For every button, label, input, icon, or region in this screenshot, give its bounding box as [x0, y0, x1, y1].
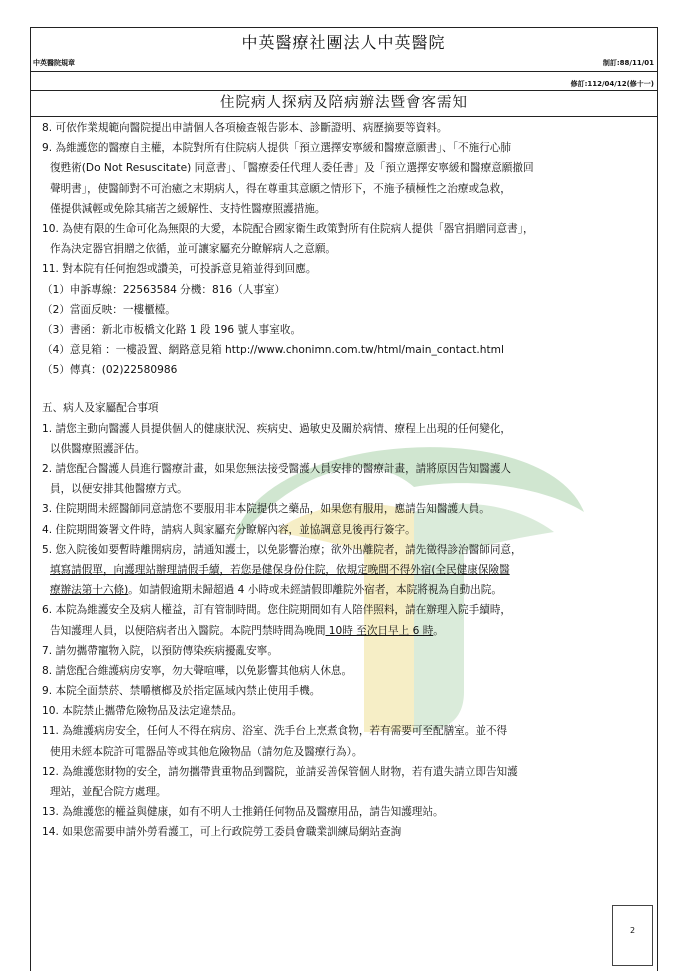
document-body [42, 118, 654, 843]
list-item: 8. 可依作業規範向醫院提出申請個人各項檢查報告影本、診斷證明、病歷摘要等資料。 [42, 122, 448, 134]
document-code: 中英醫院規章 [33, 59, 75, 67]
document-title: 住院病人探病及陪病辦法暨會客需知 [220, 95, 468, 111]
list-item: 9. 為維護您的醫療自主權，本院對所有住院病人提供「預立選擇安寧緩和醫療意願書」、「不施行心肺 [42, 142, 511, 155]
divider [30, 71, 658, 72]
plain-text: 。如請假逾期未歸超過 4 小時或未經請假即離院外宿者，本院將視為自動出院。 [128, 584, 502, 597]
page-number-box [612, 905, 653, 966]
list-item-continued [42, 580, 654, 600]
list-item-continued: 復甦術(Do Not Resuscitate) 同意書」、「醫療委任代理人委任書」及「預立選擇安寧緩和醫療意願撤回 [50, 162, 534, 175]
list-item: 8. 請您配合維護病房安寧，勿大聲喧嘩，以免影響其他病人休息。 [42, 664, 353, 677]
list-item-continued: 理站，並配合院方處理。 [50, 786, 167, 798]
list-item: 12. 為維護您財物的安全，請勿攜帶貴重物品到醫院，並請妥善保管個人財物，若有遺失請立即告知護 [42, 765, 518, 778]
list-item: 4. 住院期間簽署文件時，請病人與家屬充分瞭解內容，並協調意見後再行簽字。 [42, 523, 416, 536]
underlined-text: 10時 至次日早上 6 時 [325, 624, 434, 637]
list-item-continued: 聲明書」，使醫師對不可治癒之末期病人，得在尊重其意願之情形下，不施予積極性之治療或急救， [50, 182, 511, 195]
contact-counter: （2）當面反映：一樓櫃檯。 [42, 303, 176, 316]
list-item: 1. 請您主動向醫護人員提供個人的健康狀況、疾病史、過敏史及關於病情、療程上出現的任何變化， [42, 422, 512, 435]
revised-date: 修訂:112/04/12(修十一) [570, 80, 654, 88]
list-item: 14. 如果您需要申請外勞看護工，可上行政院勞工委員會職業訓練局網站查詢 [42, 826, 402, 839]
list-item-continued [42, 621, 654, 641]
contact-fax: （5）傳真：(02)22580986 [42, 364, 178, 377]
underlined-text: 填寫請假單，向護理站辦理請假手續，若您是健保身份住院，依規定晚間不得外宿 [50, 563, 432, 576]
list-item: 9. 本院全面禁菸、禁嚼檳榔及於指定區域內禁止使用手機。 [42, 685, 321, 698]
page-number: 2 [629, 926, 636, 935]
contact-opinion-box: （4）意見箱 ：一樓設置、網路意見箱 http://www.chonimn.com.tw/html/main_contact.html [42, 344, 504, 357]
underlined-text: 療辦法第十六條) [50, 584, 129, 597]
list-item: 7. 請勿攜帶寵物入院，以預防傳染疾病擾亂安寧。 [42, 644, 278, 657]
list-item: 11. 對本院有任何抱怨或讚美，可投訴意見箱並得到回應。 [42, 263, 317, 276]
list-item-continued: 員，以便安排其他醫療方式。 [50, 483, 188, 496]
list-item-continued: 以供醫療照護評估。 [50, 442, 146, 455]
divider [30, 116, 658, 117]
list-item: 10. 為使有限的生命可化為無限的大愛，本院配合國家衛生政策對所有住院病人提供「器官捐贈同意書」， [42, 222, 534, 235]
plain-text: 告知護理人員，以便陪病者出入醫院。本院門禁時間為晚間 [50, 624, 326, 637]
list-item-continued: 使用未經本院許可電器品等或其他危險物品（請勿危及醫療行為）。 [50, 745, 363, 758]
underlined-text: (全民健康保險醫 [431, 563, 510, 576]
contact-letter: （3）書函：新北市板橋文化路 1 段 196 號人事室收。 [42, 323, 302, 336]
list-item: 11. 為維護病房安全，任何人不得在病房、浴室、洗手台上烹煮食物，若有需要可至配膳室。並不得 [42, 725, 508, 738]
list-item: 3. 住院期間未經醫師同意請您不要服用非本院提供之藥品，如果您有服用，應請告知醫護人員。 [42, 503, 490, 516]
list-item-continued: 作為決定器官捐贈之依循，並可讓家屬充分瞭解病人之意願。 [50, 243, 337, 256]
list-item: 13. 為維護您的權益與健康，如有不明人士推銷任何物品及醫療用品，請告知護理站。 [42, 806, 444, 819]
contact-hotline: （1）申訴專線：22563584 分機：816（人事室） [42, 283, 286, 296]
organization-name: 中英醫療社團法人中英醫院 [241, 33, 446, 52]
list-item: 6. 本院為維護安全及病人權益，訂有管制時間。您住院期間如有人陪伴照料，請在辦理入院手續時， [42, 604, 512, 617]
list-item: 2. 請您配合醫護人員進行醫療計畫，如果您無法接受醫護人員安排的醫療計畫，請將原因告知醫護人 [42, 463, 512, 475]
established-date: 制訂:88/11/01 [602, 59, 654, 67]
list-item: 10. 本院禁止攜帶危險物品及法定違禁品。 [42, 705, 243, 718]
section-heading: 五、病人及家屬配合事項 [42, 402, 159, 415]
plain-text: 。 [433, 624, 444, 637]
list-item-continued [42, 560, 654, 580]
list-item-continued: 僅提供減輕或免除其痛苦之緩解性、支持性醫療照護措施。 [50, 202, 326, 215]
list-item: 5. 您入院後如要暫時離開病房，請通知護士，以免影響治療；欲外出離院者，請先徵得診治醫師同意， [42, 543, 522, 556]
